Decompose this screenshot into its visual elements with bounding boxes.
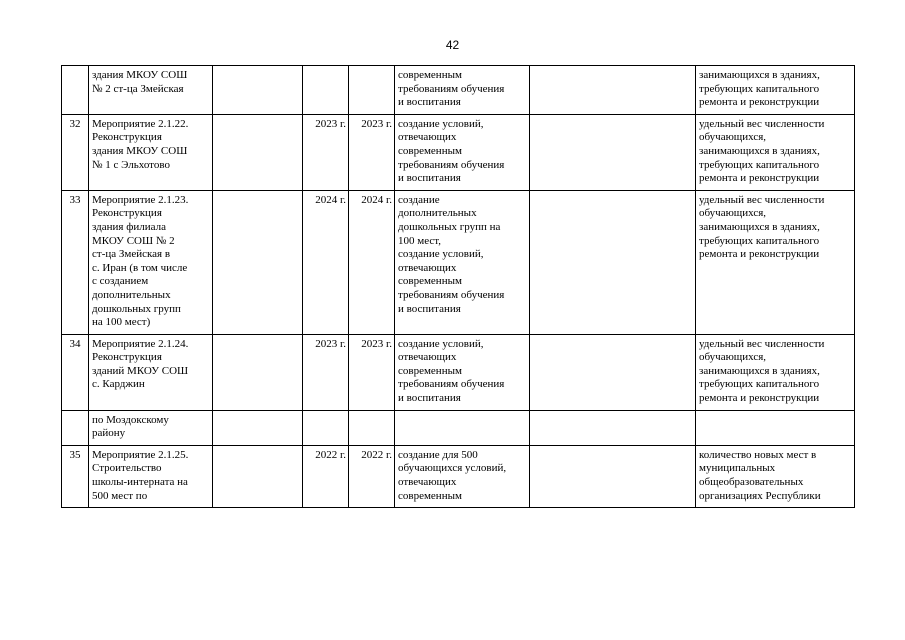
expected-result-line: 100 мест, — [398, 234, 441, 247]
end-year: 2022 г. — [349, 445, 395, 507]
table-body — [62, 66, 855, 508]
expected-result-line: отвечающих — [398, 476, 457, 489]
expected-result-line: создание для 500 — [398, 448, 478, 461]
target-indicator-line: ремонта и реконструкции — [699, 392, 820, 405]
measure-name-line: Реконструкция — [92, 351, 162, 364]
measure-name-line: Мероприятие 2.1.25. — [92, 448, 189, 461]
consequences-cell — [530, 114, 696, 190]
start-year: 2022 г. — [303, 445, 349, 507]
expected-result-line: современным — [398, 364, 462, 377]
target-indicator-line: удельный вес численности — [699, 337, 825, 350]
target-indicator-line: требующих капитального — [699, 234, 820, 247]
target-indicator-line: обучающихся, — [699, 131, 767, 144]
measure-name-line: здания филиала — [92, 220, 166, 233]
expected-result-line: отвечающих — [398, 351, 457, 364]
table-row — [62, 334, 855, 410]
target-indicator-line: обучающихся, — [699, 207, 767, 220]
target-indicator-line: требующих капитального — [699, 378, 820, 391]
executor-cell — [213, 334, 303, 410]
target-indicator — [696, 334, 855, 410]
target-indicator — [696, 114, 855, 190]
expected-result-line: современным — [398, 144, 462, 157]
start-year: 2024 г. — [303, 190, 349, 334]
end-year — [349, 66, 395, 115]
start-year: 2023 г. — [303, 334, 349, 410]
target-indicator-line: ремонта и реконструкции — [699, 96, 820, 109]
measure-name-line: Реконструкция — [92, 207, 162, 220]
row-number: 35 — [62, 445, 89, 507]
row-number — [62, 66, 89, 115]
expected-result-line: отвечающих — [398, 261, 457, 274]
measure-name-line: № 2 ст-ца Змейская — [92, 82, 184, 95]
start-year: 2023 г. — [303, 114, 349, 190]
expected-result — [395, 334, 530, 410]
expected-result-line: требованиям обучения — [398, 378, 505, 391]
target-indicator-line: общеобразовательных — [699, 476, 804, 489]
expected-result-line: современным — [398, 489, 462, 502]
expected-result — [395, 66, 530, 115]
target-indicator-line: удельный вес численности — [699, 193, 825, 206]
measure-name-line: на 100 мест) — [92, 316, 151, 329]
table-row — [62, 410, 855, 445]
measure-name-line: МКОУ СОШ № 2 — [92, 234, 175, 247]
measure-name-line: школы-интерната на — [92, 476, 188, 489]
executor-cell — [213, 410, 303, 445]
consequences-cell — [530, 190, 696, 334]
row-number: 32 — [62, 114, 89, 190]
target-indicator-line: ремонта и реконструкции — [699, 248, 820, 261]
expected-result-line: и воспитания — [398, 302, 461, 315]
expected-result — [395, 445, 530, 507]
row-number: 33 — [62, 190, 89, 334]
executor-cell — [213, 190, 303, 334]
expected-result — [395, 190, 530, 334]
target-indicator-line: занимающихся в зданиях, — [699, 220, 820, 233]
target-indicator-line: обучающихся, — [699, 351, 767, 364]
end-year: 2023 г. — [349, 334, 395, 410]
measure-name-line: Мероприятие 2.1.24. — [92, 337, 189, 350]
expected-result — [395, 114, 530, 190]
expected-result-line: дополнительных — [398, 207, 477, 220]
consequences-cell — [530, 445, 696, 507]
end-year: 2024 г. — [349, 190, 395, 334]
expected-result-line: и воспитания — [398, 392, 461, 405]
expected-result-line: современным — [398, 275, 462, 288]
measure-name-line: дополнительных — [92, 288, 171, 301]
measure-name-line: дошкольных групп — [92, 302, 181, 315]
measure-name-line: с. Карджин — [92, 378, 145, 391]
measure-name-line: по Моздокскому — [92, 413, 169, 426]
target-indicator-line: удельный вес численности — [699, 117, 825, 130]
expected-result-line: создание условий, — [398, 248, 484, 261]
executor-cell — [213, 445, 303, 507]
row-number — [62, 410, 89, 445]
measure-name-line: с. Иран (в том числе — [92, 261, 188, 274]
measure-name-line: району — [92, 427, 126, 440]
measures-table — [61, 65, 855, 508]
executor-cell — [213, 114, 303, 190]
measure-name-line: здания МКОУ СОШ — [92, 69, 188, 81]
table-row — [62, 114, 855, 190]
expected-result-line: современным — [398, 69, 462, 81]
target-indicator — [696, 66, 855, 115]
end-year — [349, 410, 395, 445]
target-indicator — [696, 445, 855, 507]
measure-name — [89, 334, 213, 410]
target-indicator-line: требующих капитального — [699, 158, 820, 171]
expected-result-line: требованиям обучения — [398, 288, 505, 301]
measure-name — [89, 190, 213, 334]
measure-name — [89, 114, 213, 190]
target-indicator — [696, 410, 855, 445]
target-indicator-line: количество новых мест в — [699, 448, 817, 461]
target-indicator-line: занимающихся в зданиях, — [699, 69, 820, 81]
table-row — [62, 66, 855, 115]
expected-result-line: обучающихся условий, — [398, 462, 507, 475]
expected-result — [395, 410, 530, 445]
measure-name — [89, 445, 213, 507]
expected-result-line: требованиям обучения — [398, 158, 505, 171]
measure-name-line: Строительство — [92, 462, 162, 475]
measure-name-line: 500 мест по — [92, 489, 148, 502]
target-indicator-line: занимающихся в зданиях, — [699, 364, 820, 377]
measure-name — [89, 66, 213, 115]
row-number: 34 — [62, 334, 89, 410]
end-year: 2023 г. — [349, 114, 395, 190]
measure-name-line: № 1 с Эльхотово — [92, 158, 170, 171]
expected-result-line: дошкольных групп на — [398, 220, 501, 233]
start-year — [303, 410, 349, 445]
expected-result-line: и воспитания — [398, 172, 461, 185]
expected-result-line: создание условий, — [398, 337, 484, 350]
target-indicator-line: ремонта и реконструкции — [699, 172, 820, 185]
measure-name — [89, 410, 213, 445]
measure-name-line: зданий МКОУ СОШ — [92, 364, 189, 377]
target-indicator — [696, 190, 855, 334]
measure-name-line: Реконструкция — [92, 131, 162, 144]
executor-cell — [213, 66, 303, 115]
measure-name-line: ст-ца Змейская в — [92, 248, 171, 261]
target-indicator-line: занимающихся в зданиях, — [699, 144, 820, 157]
expected-result-line: создание условий, — [398, 117, 484, 130]
table-row — [62, 445, 855, 507]
consequences-cell — [530, 334, 696, 410]
measure-name-line: Мероприятие 2.1.22. — [92, 117, 189, 130]
expected-result-line: отвечающих — [398, 131, 457, 144]
table-row — [62, 190, 855, 334]
page-number: 42 — [445, 38, 460, 52]
measure-name-line: Мероприятие 2.1.23. — [92, 193, 189, 206]
expected-result-line: создание — [398, 193, 440, 206]
start-year — [303, 66, 349, 115]
measure-name-line: здания МКОУ СОШ — [92, 144, 188, 157]
expected-result-line: требованиям обучения — [398, 82, 505, 95]
target-indicator-line: требующих капитального — [699, 82, 820, 95]
consequences-cell — [530, 66, 696, 115]
consequences-cell — [530, 410, 696, 445]
expected-result-line: и воспитания — [398, 96, 461, 109]
target-indicator-line: муниципальных — [699, 462, 776, 475]
target-indicator-line: организациях Республики — [699, 489, 821, 502]
measure-name-line: с созданием — [92, 275, 149, 288]
